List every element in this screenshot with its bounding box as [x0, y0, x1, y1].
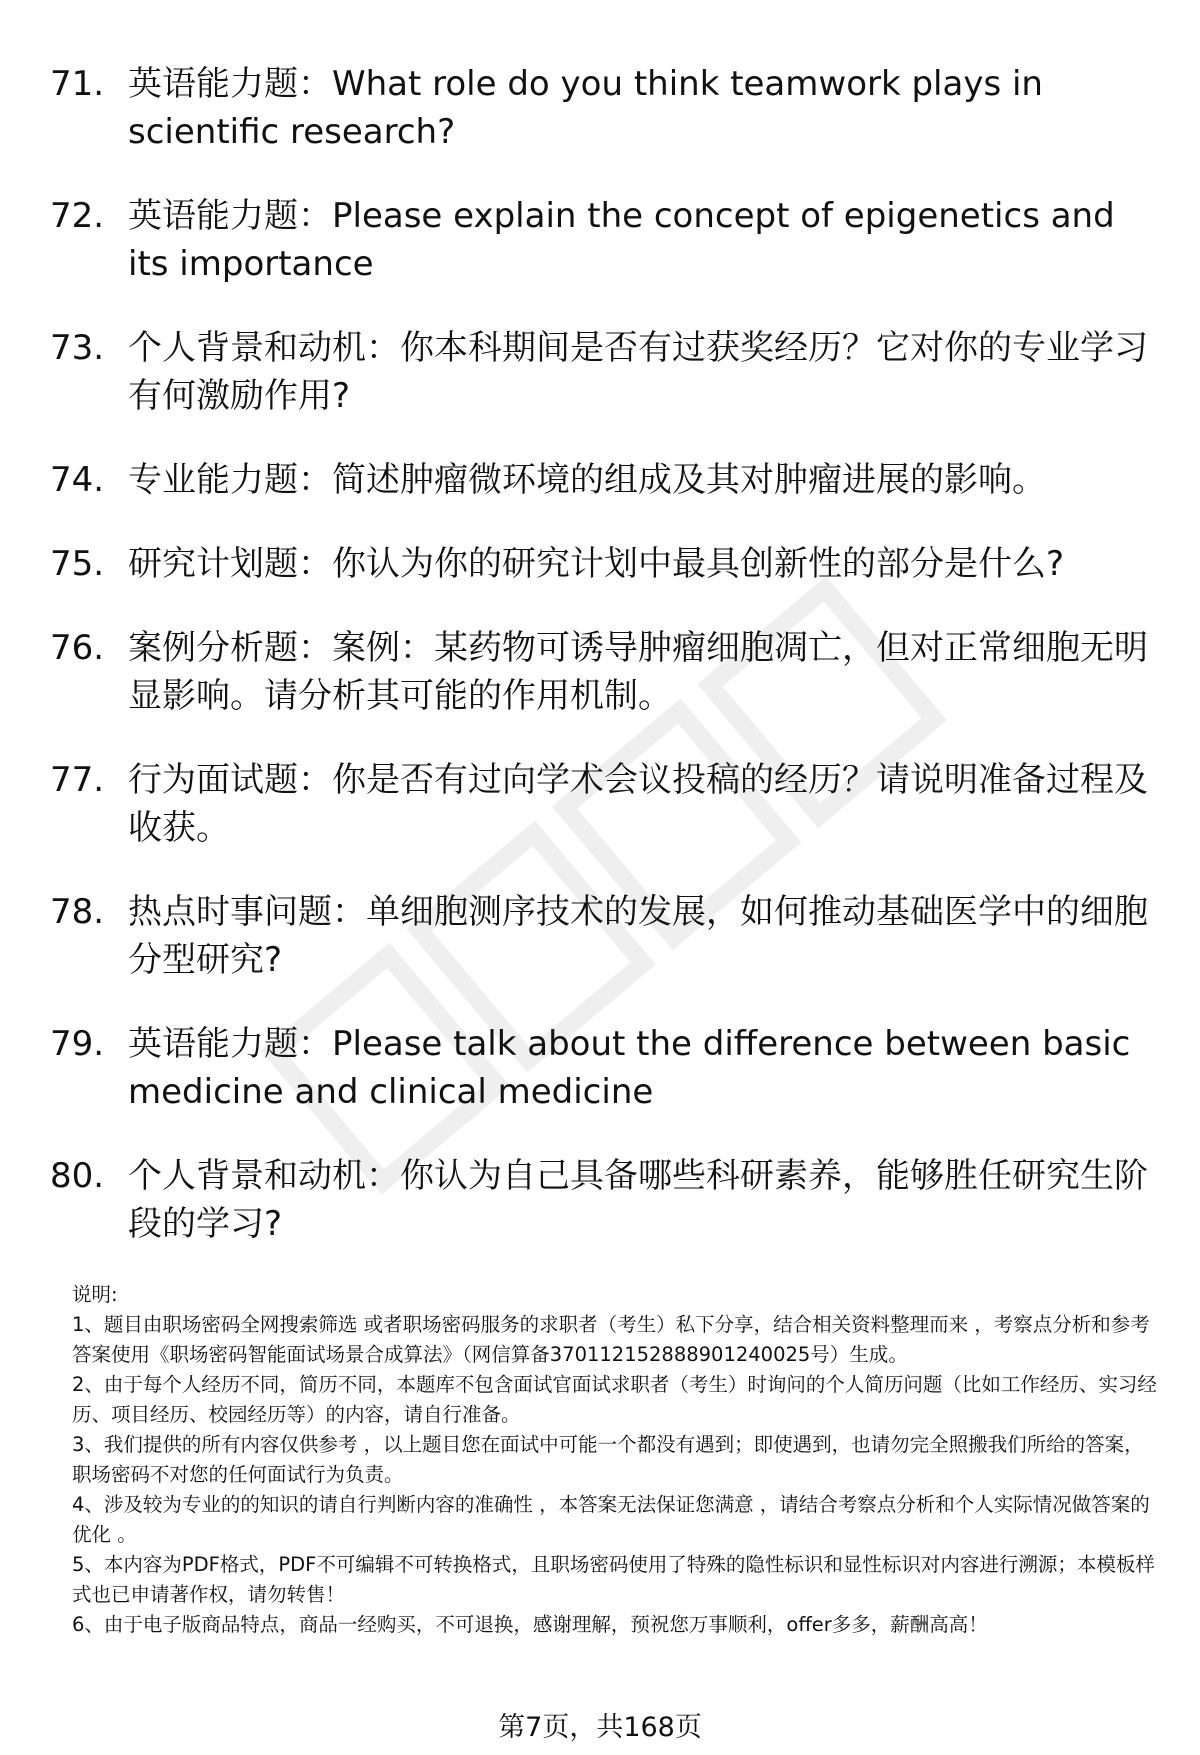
- question-text: 英语能力题：What role do you think teamwork plays in scientific research?: [128, 64, 1043, 152]
- question-text: 案例分析题：案例：某药物可诱导肿瘤细胞凋亡，但对正常细胞无明显影响。请分析其可能的作用机制。: [128, 628, 1148, 716]
- question-number: 74.: [50, 460, 105, 500]
- note-item: 2、由于每个人经历不同，简历不同，本题库不包含面试官面试求职者（考生）时询问的个人简历问题（比如工作经历、实习经历、项目经历、校园经历等）的内容，请自行准备。: [72, 1373, 1157, 1426]
- question-text: 热点时事问题：单细胞测序技术的发展，如何推动基础医学中的细胞分型研究?: [128, 892, 1148, 980]
- question-item: [50, 888, 1150, 984]
- question-item: [50, 756, 1150, 852]
- question-number: 77.: [50, 760, 105, 800]
- question-number: 76.: [50, 628, 105, 668]
- question-text: 专业能力题：简述肿瘤微环境的组成及其对肿瘤进展的影响。: [128, 460, 1046, 500]
- question-number: 73.: [50, 328, 105, 368]
- question-number: 80.: [50, 1156, 105, 1196]
- question-text: 研究计划题：你认为你的研究计划中最具创新性的部分是什么?: [128, 544, 1065, 584]
- question-text: 英语能力题：Please explain the concept of epigenetics and its importance: [128, 196, 1115, 284]
- notes-section: [72, 1280, 1162, 1640]
- question-number: 79.: [50, 1024, 105, 1064]
- question-text: 行为面试题：你是否有过向学术会议投稿的经历？请说明准备过程及收获。: [128, 760, 1148, 848]
- page-footer: [0, 1710, 1200, 1746]
- question-item: [50, 60, 1150, 156]
- note-item: 5、本内容为PDF格式，PDF不可编辑不可转换格式，且职场密码使用了特殊的隐性标识和显性标识对内容进行溯源；本模板样式也已申请著作权，请勿转售！: [72, 1553, 1155, 1606]
- page-number: 第7页，共168页: [498, 1712, 702, 1743]
- question-item: [50, 456, 1150, 504]
- question-item: [50, 1020, 1150, 1116]
- question-item: [50, 540, 1150, 588]
- question-number: 71.: [50, 64, 105, 104]
- question-text: 个人背景和动机：你本科期间是否有过获奖经历？它对你的专业学习有何激励作用?: [128, 328, 1148, 416]
- note-item: 3、我们提供的所有内容仅供参考 ，以上题目您在面试中可能一个都没有遇到；即使遇到，也请勿完全照搬我们所给的答案，职场密码不对您的任何面试行为负责。: [72, 1433, 1144, 1486]
- note-item: 4、涉及较为专业的的知识的请自行判断内容的准确性 ，本答案无法保证您满意 ，请结合考察点分析和个人实际情况做答案的优化 。: [72, 1493, 1150, 1546]
- question-number: 72.: [50, 196, 105, 236]
- notes-title: 说明:: [72, 1283, 118, 1306]
- question-item: [50, 1152, 1150, 1248]
- question-number: 75.: [50, 544, 105, 584]
- question-text: 英语能力题：Please talk about the difference between basic medicine and clinical medicine: [128, 1024, 1131, 1112]
- question-text: 个人背景和动机：你认为自己具备哪些科研素养，能够胜任研究生阶段的学习?: [128, 1156, 1148, 1244]
- note-item: 6、由于电子版商品特点，商品一经购买，不可退换，感谢理解，预祝您万事顺利，offer多多，薪酬高高！: [72, 1613, 988, 1636]
- question-item: [50, 324, 1150, 420]
- question-item: [50, 624, 1150, 720]
- question-item: [50, 192, 1150, 288]
- note-item: 1、题目由职场密码全网搜索筛选 或者职场密码服务的求职者（考生）私下分享，结合相关资料整理而来 ，考察点分析和参考答案使用《职场密码智能面试场景合成算法》（网信算备370112152888901240025号）生成。: [72, 1313, 1150, 1366]
- question-list: [50, 60, 1150, 1248]
- question-number: 78.: [50, 892, 105, 932]
